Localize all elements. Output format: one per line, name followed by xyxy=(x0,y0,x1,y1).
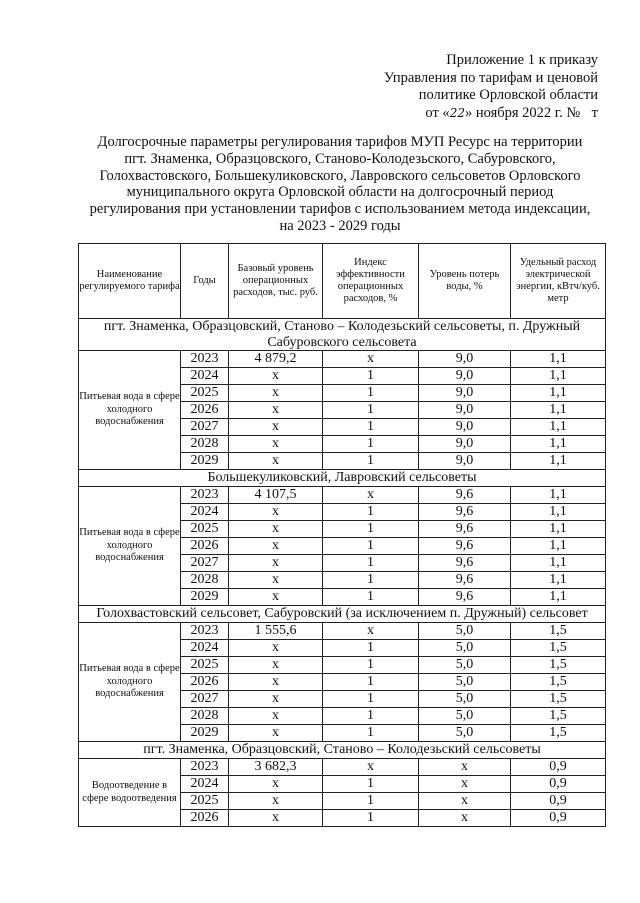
year-cell: 2029 xyxy=(181,589,229,606)
efficiency-index-cell: 1 xyxy=(323,810,419,827)
energy-consumption-cell: 1,5 xyxy=(511,640,606,657)
water-loss-cell: 5,0 xyxy=(419,725,511,742)
header-tariff-name: Наименование регулируемого тарифа xyxy=(79,244,181,319)
base-opex-cell: х xyxy=(229,436,323,453)
water-loss-cell: 9,6 xyxy=(419,538,511,555)
energy-consumption-cell: 1,1 xyxy=(511,555,606,572)
year-cell: 2025 xyxy=(181,521,229,538)
title-line: регулирования при установлении тарифов с использованием метода индексации, xyxy=(89,201,591,218)
document-title xyxy=(60,134,620,235)
base-opex-cell: 1 555,6 xyxy=(229,623,323,640)
energy-consumption-cell: 1,5 xyxy=(511,725,606,742)
header-water-loss: Уровень потерь воды, % xyxy=(419,244,511,319)
efficiency-index-cell: 1 xyxy=(323,793,419,810)
title-line: на 2023 - 2029 годы xyxy=(279,217,401,234)
efficiency-index-cell: 1 xyxy=(323,538,419,555)
water-loss-cell: 9,6 xyxy=(419,589,511,606)
energy-consumption-cell: 0,9 xyxy=(511,776,606,793)
title-line: Голохвастовского, Большекуликовского, Лавровского сельсоветов Орловского xyxy=(99,167,581,184)
appendix-line: политике Орловской области xyxy=(418,87,598,103)
efficiency-index-cell: 1 xyxy=(323,708,419,725)
year-cell: 2026 xyxy=(181,538,229,555)
efficiency-index-cell: х xyxy=(323,487,419,504)
year-cell: 2025 xyxy=(181,385,229,402)
base-opex-cell: х xyxy=(229,776,323,793)
base-opex-cell: 4 879,2 xyxy=(229,351,323,368)
header-years: Годы xyxy=(181,244,229,319)
base-opex-cell: х xyxy=(229,725,323,742)
base-opex-cell: х xyxy=(229,538,323,555)
water-loss-cell: 5,0 xyxy=(419,640,511,657)
section-row xyxy=(79,606,606,623)
year-cell: 2026 xyxy=(181,810,229,827)
energy-consumption-cell: 0,9 xyxy=(511,793,606,810)
efficiency-index-cell: 1 xyxy=(323,436,419,453)
energy-consumption-cell: 1,5 xyxy=(511,708,606,725)
year-cell: 2025 xyxy=(181,793,229,810)
section-title: пгт. Знаменка, Образцовский, Станово – Колодезьский сельсоветы, п. Дружный Сабуровского сельсовета xyxy=(79,319,606,351)
tariff-parameters-table xyxy=(78,243,606,827)
efficiency-index-cell: х xyxy=(323,623,419,640)
water-loss-cell: 9,6 xyxy=(419,572,511,589)
water-loss-cell: 9,6 xyxy=(419,555,511,572)
energy-consumption-cell: 1,5 xyxy=(511,623,606,640)
year-cell: 2027 xyxy=(181,419,229,436)
efficiency-index-cell: 1 xyxy=(323,504,419,521)
water-loss-cell: 5,0 xyxy=(419,674,511,691)
table-row xyxy=(79,623,606,640)
appendix-date xyxy=(384,105,598,123)
section-row xyxy=(79,742,606,759)
section-title: пгт. Знаменка, Образцовский, Станово – Колодезьский сельсоветы xyxy=(79,742,606,759)
year-cell: 2026 xyxy=(181,674,229,691)
base-opex-cell: 3 682,3 xyxy=(229,759,323,776)
header-efficiency-index: Индекс эффективности операционных расходов, % xyxy=(323,244,419,319)
energy-consumption-cell: 1,5 xyxy=(511,691,606,708)
water-loss-cell: 9,0 xyxy=(419,368,511,385)
energy-consumption-cell: 1,1 xyxy=(511,572,606,589)
efficiency-index-cell: 1 xyxy=(323,589,419,606)
base-opex-cell: х xyxy=(229,572,323,589)
base-opex-cell: х xyxy=(229,368,323,385)
energy-consumption-cell: 1,1 xyxy=(511,453,606,470)
efficiency-index-cell: 1 xyxy=(323,453,419,470)
efficiency-index-cell: 1 xyxy=(323,640,419,657)
appendix-header xyxy=(384,52,598,122)
water-loss-cell: 9,6 xyxy=(419,504,511,521)
water-loss-cell: 9,0 xyxy=(419,436,511,453)
year-cell: 2029 xyxy=(181,725,229,742)
header-energy-consumption: Удельный расход электрической энергии, кВтч/куб. метр xyxy=(511,244,606,319)
year-cell: 2029 xyxy=(181,453,229,470)
year-cell: 2028 xyxy=(181,572,229,589)
efficiency-index-cell: 1 xyxy=(323,521,419,538)
water-loss-cell: 5,0 xyxy=(419,623,511,640)
base-opex-cell: х xyxy=(229,793,323,810)
table-body xyxy=(79,319,606,827)
energy-consumption-cell: 1,1 xyxy=(511,351,606,368)
number-suffix: т xyxy=(591,104,598,121)
tariff-name: Питьевая вода в сфере холодного водоснабжения xyxy=(79,351,181,470)
tariff-name: Питьевая вода в сфере холодного водоснабжения xyxy=(79,487,181,606)
title-line: Долгосрочные параметры регулирования тарифов МУП Ресурс на территории xyxy=(97,134,583,150)
energy-consumption-cell: 1,1 xyxy=(511,589,606,606)
year-cell: 2028 xyxy=(181,708,229,725)
base-opex-cell: х xyxy=(229,402,323,419)
year-cell: 2026 xyxy=(181,402,229,419)
water-loss-cell: х xyxy=(419,759,511,776)
base-opex-cell: х xyxy=(229,640,323,657)
efficiency-index-cell: 1 xyxy=(323,572,419,589)
year-cell: 2028 xyxy=(181,436,229,453)
table-header-row xyxy=(79,244,606,319)
table-row xyxy=(79,759,606,776)
section-row xyxy=(79,319,606,351)
efficiency-index-cell: х xyxy=(323,759,419,776)
base-opex-cell: х xyxy=(229,521,323,538)
handwritten-day: 22 xyxy=(449,105,465,120)
energy-consumption-cell: 1,1 xyxy=(511,419,606,436)
base-opex-cell: 4 107,5 xyxy=(229,487,323,504)
header-base-opex: Базовый уровень операционных расходов, тыс. руб. xyxy=(229,244,323,319)
year-cell: 2025 xyxy=(181,657,229,674)
energy-consumption-cell: 1,1 xyxy=(511,385,606,402)
handwritten-number xyxy=(580,106,591,120)
energy-consumption-cell: 1,1 xyxy=(511,436,606,453)
year-cell: 2024 xyxy=(181,504,229,521)
efficiency-index-cell: 1 xyxy=(323,419,419,436)
table-row xyxy=(79,351,606,368)
water-loss-cell: 9,6 xyxy=(419,521,511,538)
tariff-name: Питьевая вода в сфере холодного водоснабжения xyxy=(79,623,181,742)
efficiency-index-cell: 1 xyxy=(323,402,419,419)
energy-consumption-cell: 1,1 xyxy=(511,402,606,419)
water-loss-cell: 9,0 xyxy=(419,351,511,368)
base-opex-cell: х xyxy=(229,589,323,606)
appendix-line: Приложение 1 к приказу xyxy=(446,52,598,68)
base-opex-cell: х xyxy=(229,453,323,470)
title-line: пгт. Знаменка, Образцовского, Станово-Колодезьского, Сабуровского, xyxy=(124,150,556,167)
section-title: Большекуликовский, Лавровский сельсоветы xyxy=(79,470,606,487)
water-loss-cell: 5,0 xyxy=(419,691,511,708)
base-opex-cell: х xyxy=(229,691,323,708)
base-opex-cell: х xyxy=(229,708,323,725)
energy-consumption-cell: 1,1 xyxy=(511,504,606,521)
base-opex-cell: х xyxy=(229,419,323,436)
water-loss-cell: 9,0 xyxy=(419,453,511,470)
date-prefix: от « xyxy=(425,104,450,121)
energy-consumption-cell: 1,1 xyxy=(511,521,606,538)
base-opex-cell: х xyxy=(229,810,323,827)
efficiency-index-cell: 1 xyxy=(323,674,419,691)
section-row xyxy=(79,470,606,487)
year-cell: 2027 xyxy=(181,555,229,572)
base-opex-cell: х xyxy=(229,385,323,402)
year-cell: 2023 xyxy=(181,623,229,640)
energy-consumption-cell: 0,9 xyxy=(511,759,606,776)
energy-consumption-cell: 1,5 xyxy=(511,657,606,674)
efficiency-index-cell: 1 xyxy=(323,555,419,572)
water-loss-cell: х xyxy=(419,810,511,827)
water-loss-cell: 5,0 xyxy=(419,708,511,725)
table-row xyxy=(79,487,606,504)
efficiency-index-cell: 1 xyxy=(323,691,419,708)
base-opex-cell: х xyxy=(229,657,323,674)
efficiency-index-cell: 1 xyxy=(323,368,419,385)
tariff-name: Водоотведение в сфере водоотведения xyxy=(79,759,181,827)
title-line: муниципального округа Орловской области на долгосрочный период xyxy=(126,184,554,201)
appendix-line: Управления по тарифам и ценовой xyxy=(383,69,598,86)
efficiency-index-cell: 1 xyxy=(323,385,419,402)
efficiency-index-cell: 1 xyxy=(323,725,419,742)
energy-consumption-cell: 1,1 xyxy=(511,487,606,504)
year-cell: 2023 xyxy=(181,759,229,776)
base-opex-cell: х xyxy=(229,504,323,521)
year-cell: 2023 xyxy=(181,487,229,504)
water-loss-cell: 5,0 xyxy=(419,657,511,674)
year-cell: 2024 xyxy=(181,640,229,657)
water-loss-cell: 9,0 xyxy=(419,385,511,402)
water-loss-cell: 9,0 xyxy=(419,402,511,419)
energy-consumption-cell: 1,1 xyxy=(511,368,606,385)
water-loss-cell: 9,0 xyxy=(419,419,511,436)
water-loss-cell: х xyxy=(419,776,511,793)
year-cell: 2024 xyxy=(181,368,229,385)
water-loss-cell: х xyxy=(419,793,511,810)
date-suffix: » ноября 2022 г. № xyxy=(464,104,581,121)
section-title: Голохвастовский сельсовет, Сабуровский (за исключением п. Дружный) сельсовет xyxy=(79,606,606,623)
water-loss-cell: 9,6 xyxy=(419,487,511,504)
year-cell: 2027 xyxy=(181,691,229,708)
energy-consumption-cell: 0,9 xyxy=(511,810,606,827)
efficiency-index-cell: 1 xyxy=(323,776,419,793)
energy-consumption-cell: 1,1 xyxy=(511,538,606,555)
year-cell: 2023 xyxy=(181,351,229,368)
efficiency-index-cell: х xyxy=(323,351,419,368)
energy-consumption-cell: 1,5 xyxy=(511,674,606,691)
base-opex-cell: х xyxy=(229,555,323,572)
year-cell: 2024 xyxy=(181,776,229,793)
efficiency-index-cell: 1 xyxy=(323,657,419,674)
base-opex-cell: х xyxy=(229,674,323,691)
